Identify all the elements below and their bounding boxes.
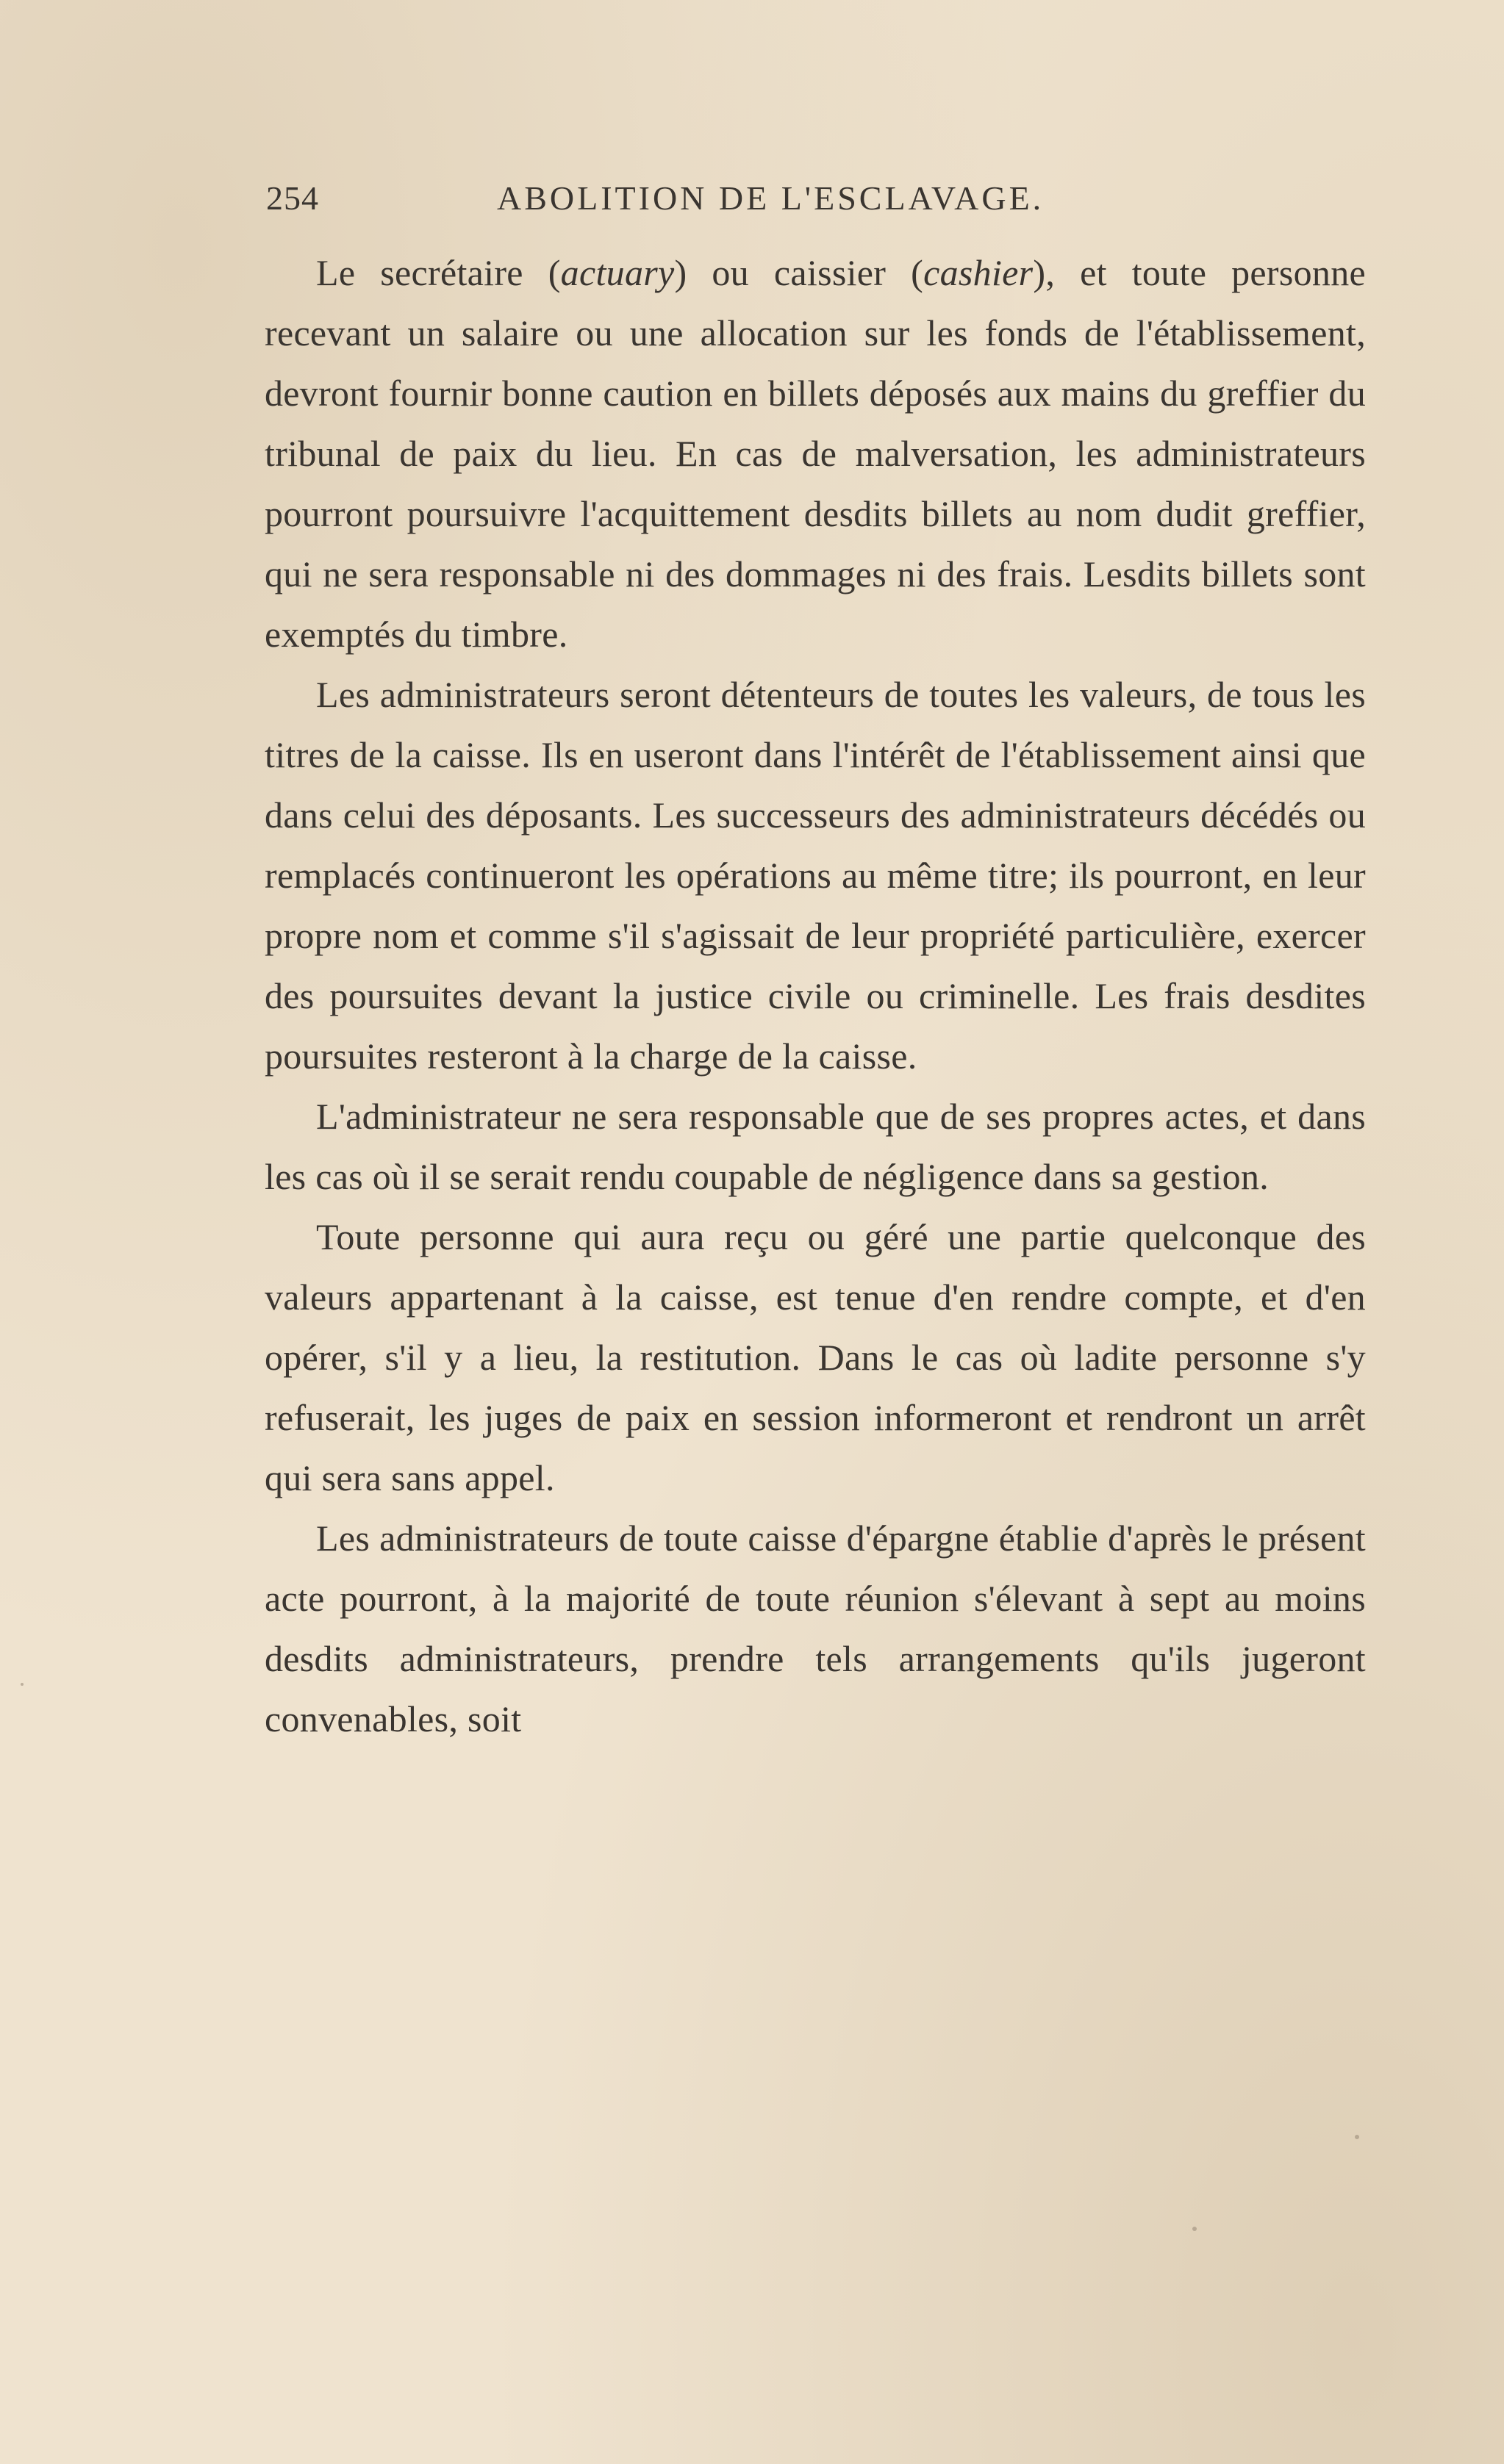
term-cashier: cashier: [923, 252, 1034, 293]
paper-speck: [1192, 2227, 1197, 2231]
paper-speck: [21, 1683, 24, 1686]
page-number: 254: [266, 179, 319, 217]
running-head: [266, 176, 1134, 220]
body-text: [265, 243, 1366, 1749]
paragraph-5: Les administrateurs de toute caisse d'épargne établie d'après le présent acte pourront, à la majorité de toute réunion s'élevant à sept au moins desdits administrateurs, prendre tels arrangements qu'ils jugeront convenables, soit: [265, 1517, 1366, 1739]
paragraph-1-part-3: ), et toute personne recevant un salaire ou une allocation sur les fonds de l'établissement, devront fournir bonne caution en billets déposés aux mains du greffier du tribunal de paix du lieu. En cas de malversation, les administrateurs pourront poursuivre l'acquittement desdits billets au nom dudit greffier, qui ne sera responsable ni des dommages ni des frais. Lesdits billets sont exemptés du timbre.: [265, 252, 1367, 655]
paragraph-1-part-2: ) ou caissier (: [674, 252, 924, 293]
paragraph-1: [265, 243, 1366, 664]
paragraph-1-part-1: Le secrétaire (: [316, 252, 561, 293]
paragraph-4: Toute personne qui aura reçu ou géré une partie quelconque des valeurs appartenant à la caisse, est tenue d'en rendre compte, et d'en opérer, s'il y a lieu, la restitution. Dans le cas où ladite personne s'y refuserait, les juges de paix en session informeront et rendront un arrêt qui sera sans appel.: [265, 1216, 1366, 1498]
running-title: ABOLITION DE L'ESCLAVAGE.: [497, 179, 1045, 217]
term-actuary: actuary: [560, 252, 675, 293]
paper-speck: [1355, 2135, 1359, 2139]
paragraph-2: Les administrateurs seront détenteurs de toutes les valeurs, de tous les titres de la caisse. Ils en useront dans l'intérêt de l'établissement ainsi que dans celui des déposants. Les successeurs des administrateurs décédés ou remplacés continueront les opérations au même titre; ils pourront, en leur propre nom et comme s'il s'agissait de leur propriété particulière, exercer des poursuites devant la justice civile ou criminelle. Les frais desdites poursuites resteront à la charge de la caisse.: [265, 674, 1366, 1077]
paragraph-3: L'administrateur ne sera responsable que de ses propres actes, et dans les cas où il se serait rendu coupable de négligence dans sa gestion.: [265, 1096, 1366, 1197]
